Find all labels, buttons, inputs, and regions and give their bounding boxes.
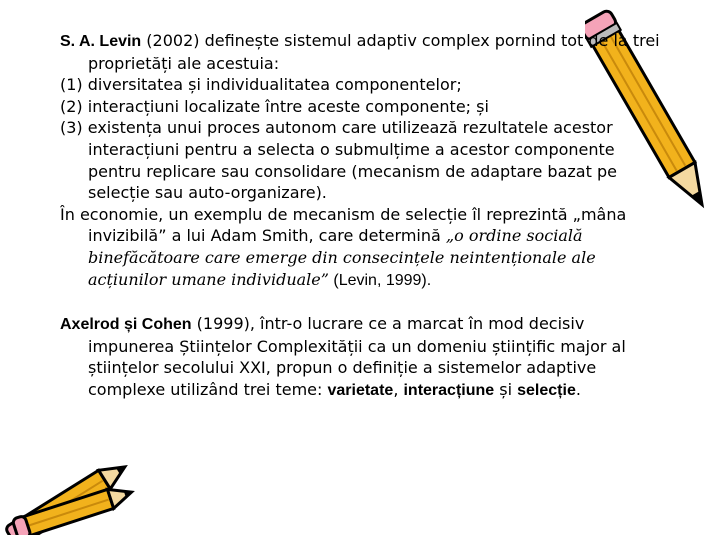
paragraph-gap bbox=[60, 291, 670, 313]
separator: și bbox=[494, 379, 518, 399]
paragraph-levin bbox=[60, 30, 670, 74]
body-text bbox=[60, 30, 670, 402]
quote-text: „o ordine socială binefăcătoare care emerge din consecințele neintenționale ale acțiunilor umane individuale” bbox=[88, 226, 596, 289]
paragraph-text: În economie, un exemplu de mecanism de selecție îl reprezintă „mâna invizibilă” a lui Adam Smith, care determină bbox=[60, 204, 627, 246]
paragraph-economy bbox=[60, 204, 670, 291]
period: . bbox=[575, 379, 581, 399]
paragraph-axelrod bbox=[60, 313, 670, 401]
list-item: (3) existența unui proces autonom care utilizează rezultatele acestor interacțiuni pentru a selecta o submulțime a acestor componente pentru replicare sau consolidare (mecanism de adaptare bazat pe selecție sau auto-organizare). bbox=[60, 118, 617, 203]
term-variety: varietate bbox=[327, 381, 394, 399]
paragraph-text: (2002) definește sistemul adaptiv complex pornind tot de la trei proprietăți ale acestuia: bbox=[88, 31, 660, 73]
term-interaction: interacțiune bbox=[403, 381, 495, 399]
author-name: S. A. Levin bbox=[60, 33, 142, 50]
term-selection: selecție bbox=[517, 381, 576, 399]
separator: , bbox=[393, 379, 404, 399]
author-name: Axelrod și Cohen bbox=[60, 316, 192, 334]
list-item: (2) interacțiuni localizate între aceste componente; și bbox=[60, 96, 489, 116]
citation: (Levin, 1999). bbox=[328, 271, 432, 289]
paragraph-text: (1999), într-o lucrare ce a marcat în mod decisiv impunerea Științelor Complexității ca un domeniu științific major al științelor secolului XXI, propun o definiție a sistemelor adaptive complexe utilizând trei teme: bbox=[88, 314, 626, 399]
list-item: (1) diversitatea și individualitatea componentelor; bbox=[60, 75, 462, 95]
pencils-icon bbox=[0, 440, 140, 535]
